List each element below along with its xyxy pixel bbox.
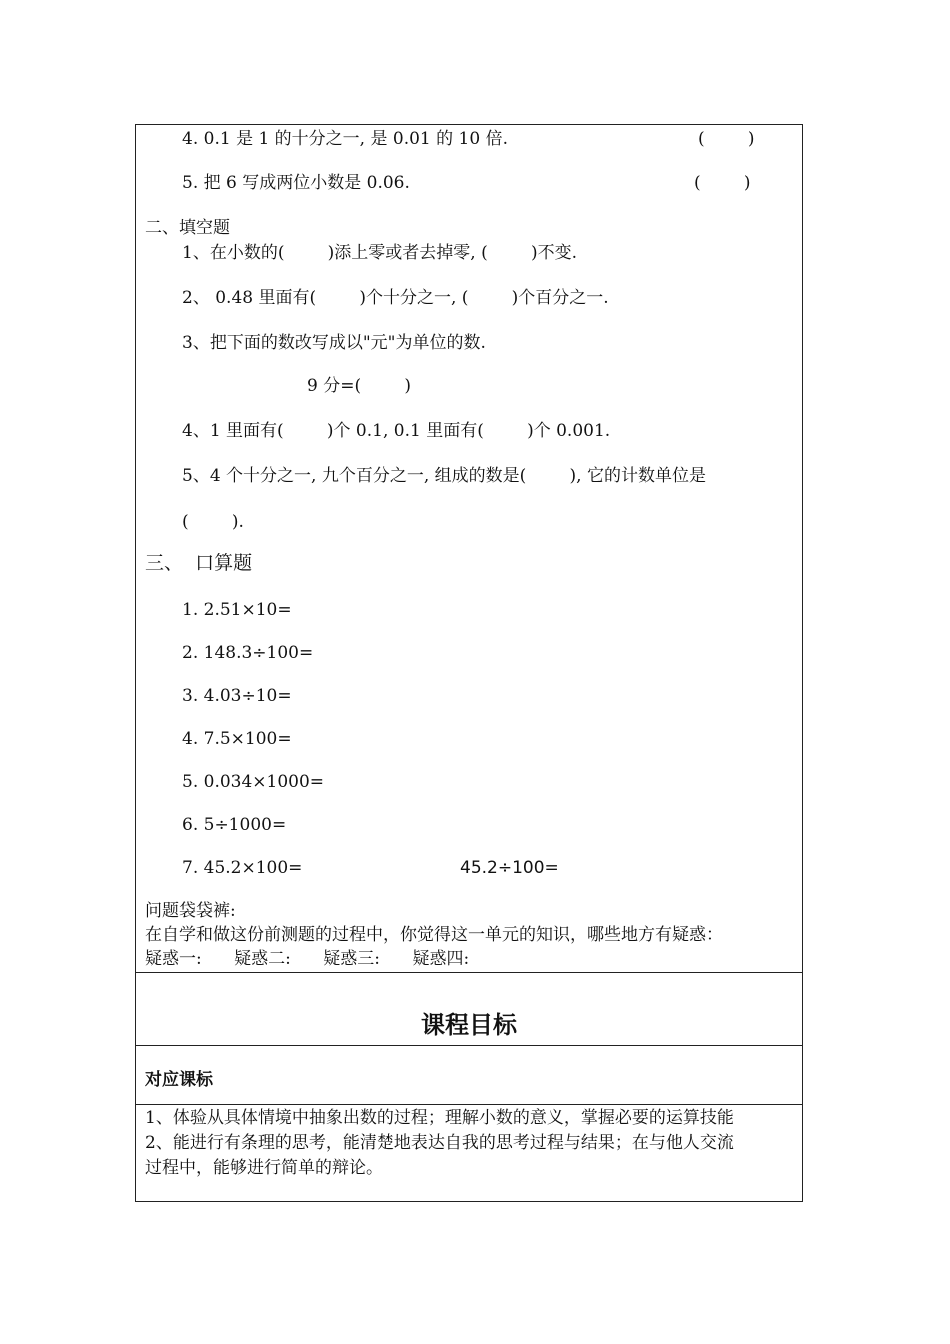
oral-item-extra: 45.2÷100= bbox=[460, 858, 559, 878]
oral-item: 4. 7.5×100= bbox=[182, 729, 292, 749]
goal-line-1: 1、体验从具体情境中抽象出数的过程；理解小数的意义，掌握必要的运算技能 bbox=[145, 1108, 734, 1128]
goal-line-2: 2、能进行有条理的思考，能清楚地表达自我的思考过程与结果；在与他人交流 bbox=[145, 1133, 734, 1153]
standard-label: 对应课标 bbox=[145, 1070, 213, 1090]
worksheet-table bbox=[135, 124, 803, 1202]
fill-question-4: 4、1 里面有( )个 0.1, 0.1 里面有( )个 0.001. bbox=[182, 421, 611, 441]
oral-section-title: 三、 口算题 bbox=[145, 552, 253, 574]
oral-item: 6. 5÷1000= bbox=[182, 815, 287, 835]
oral-item: 5. 0.034×1000= bbox=[182, 772, 325, 792]
judge-item-5: 5. 把 6 写成两位小数是 0.06. bbox=[182, 173, 410, 193]
questions-prompt: 在自学和做这份前测题的过程中，你觉得这一单元的知识，哪些地方有疑惑： bbox=[145, 925, 723, 945]
oral-item: 2. 148.3÷100= bbox=[182, 643, 314, 663]
divider bbox=[136, 1045, 802, 1046]
oral-item: 7. 45.2×100= bbox=[182, 858, 303, 878]
fill-question-2: 2、 0.48 里面有( )个十分之一, ( )个百分之一. bbox=[182, 288, 609, 308]
course-goals-heading: 课程目标 bbox=[421, 1011, 517, 1039]
fill-question-5-continued: ( ). bbox=[182, 512, 244, 532]
fill-section-title: 二、填空题 bbox=[145, 218, 230, 238]
divider bbox=[136, 1104, 802, 1105]
goal-line-3: 过程中，能够进行简单的辩论。 bbox=[145, 1158, 383, 1178]
fill-question-3-sub: 9 分=( ) bbox=[307, 376, 411, 396]
oral-item: 3. 4.03÷10= bbox=[182, 686, 292, 706]
judge-item-4-answer-blank: ( ) bbox=[698, 129, 755, 149]
fill-question-5: 5、4 个十分之一, 九个百分之一, 组成的数是( ), 它的计数单位是 bbox=[182, 466, 706, 486]
oral-item: 1. 2.51×10= bbox=[182, 600, 292, 620]
fill-question-1: 1、在小数的( )添上零或者去掉零, ( )不变. bbox=[182, 243, 578, 263]
judge-item-4: 4. 0.1 是 1 的十分之一, 是 0.01 的 10 倍. bbox=[182, 129, 508, 149]
fill-question-3: 3、把下面的数改写成以"元"为单位的数. bbox=[182, 333, 486, 353]
questions-doubts: 疑惑一: 疑惑二: 疑惑三: 疑惑四: bbox=[145, 949, 470, 969]
questions-title: 问题袋袋裤: bbox=[145, 901, 236, 921]
judge-item-5-answer-blank: ( ) bbox=[694, 173, 751, 193]
divider bbox=[136, 972, 802, 973]
